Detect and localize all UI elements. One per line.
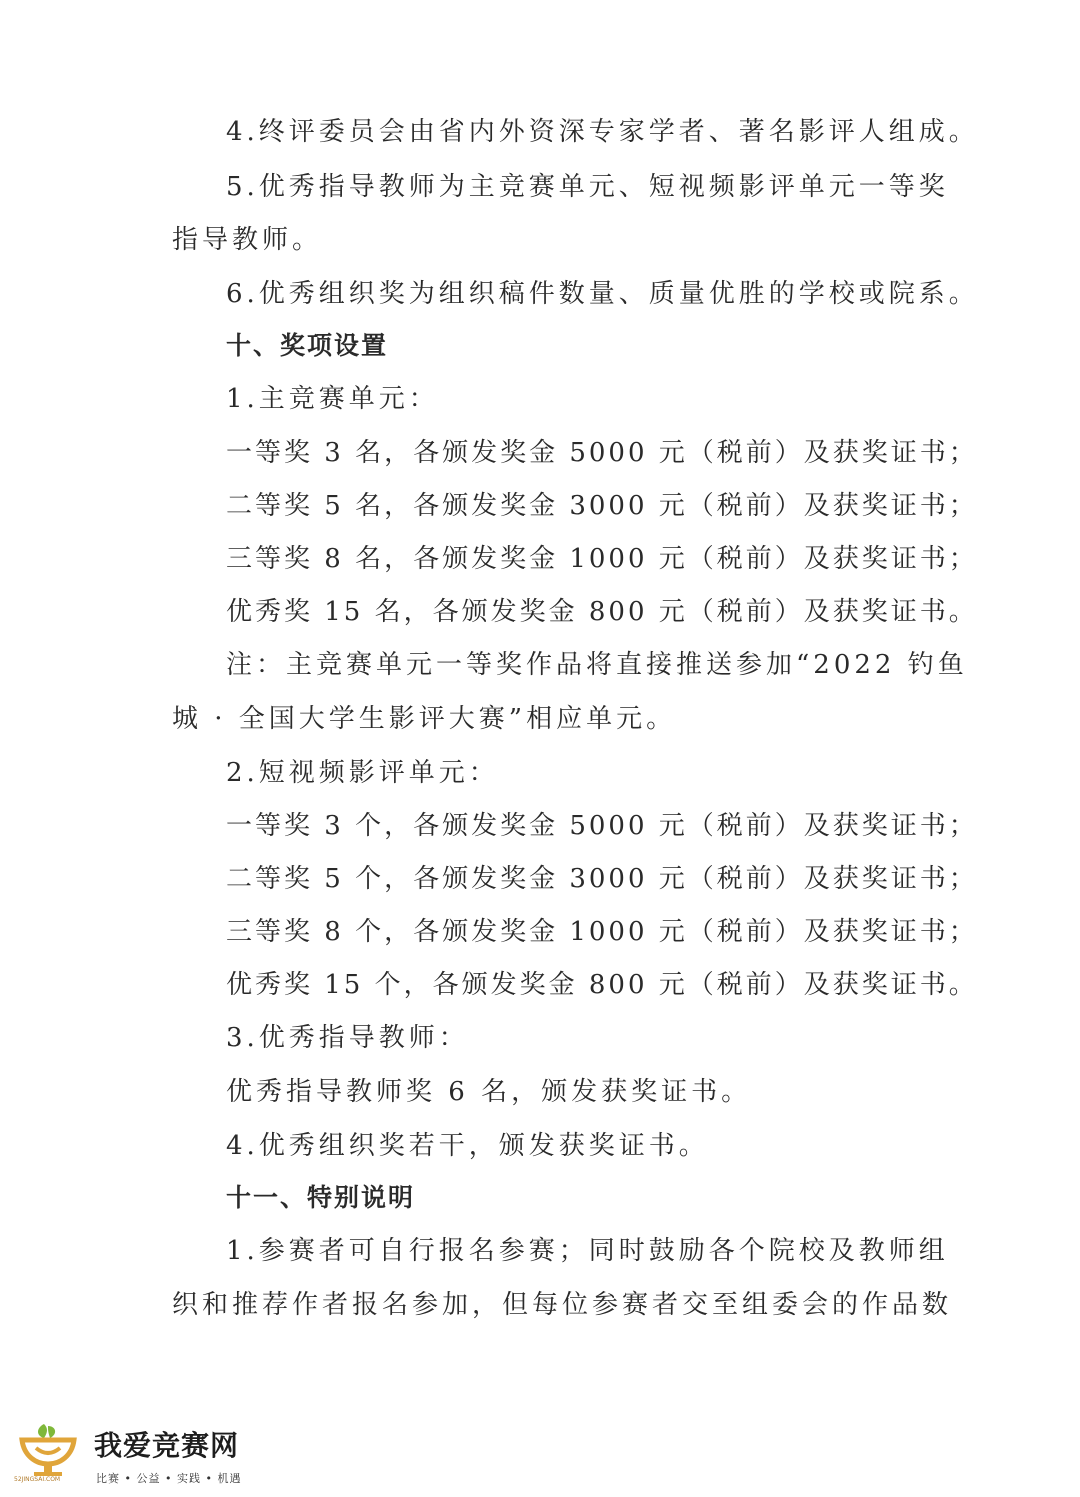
award-line: 一等奖 3 个，各颁发奖金 5000 元（税前）及获奖证书； [226, 811, 978, 841]
watermark-title: 我爱竞赛网 [94, 1429, 240, 1462]
section-heading: 十、奖项设置 [226, 331, 389, 360]
award-line: 一等奖 3 名，各颁发奖金 5000 元（税前）及获奖证书； [226, 438, 978, 468]
text-line: 3.优秀指导教师： [226, 1023, 469, 1053]
text-line: 2.短视频影评单元： [226, 758, 499, 788]
text-line: 4.终评委员会由省内外资深专家学者、著名影评人组成。 [226, 117, 979, 147]
award-line: 优秀奖 15 个，各颁发奖金 800 元（税前）及获奖证书。 [226, 970, 978, 1000]
award-line: 二等奖 5 名，各颁发奖金 3000 元（税前）及获奖证书； [226, 491, 978, 521]
watermark-logo [14, 1418, 274, 1490]
text-line: 6.优秀组织奖为组织稿件数量、质量优胜的学校或院系。 [226, 279, 979, 309]
watermark-slogan: 比赛 • 公益 • 实践 • 机遇 [96, 1472, 242, 1485]
text-line: 1.参赛者可自行报名参赛；同时鼓励各个院校及教师组 [226, 1236, 949, 1266]
note-line: 城 · 全国大学生影评大赛”相应单元。 [172, 704, 677, 734]
text-line: 5.优秀指导教师为主竞赛单元、短视频影评单元一等奖 [226, 172, 949, 202]
text-line: 织和推荐作者报名参加，但每位参赛者交至组委会的作品数 [172, 1290, 953, 1320]
award-line: 三等奖 8 个，各颁发奖金 1000 元（税前）及获奖证书； [226, 917, 978, 947]
text-line: 4.优秀组织奖若干，颁发获奖证书。 [226, 1131, 709, 1161]
text-line: 1.主竞赛单元： [226, 384, 439, 414]
text-line: 优秀指导教师奖 6 名，颁发获奖证书。 [226, 1077, 752, 1107]
note-line: 注：主竞赛单元一等奖作品将直接推送参加“2022 钓鱼 [226, 650, 968, 680]
watermark-site: 52JINGSAI.COM [14, 1476, 61, 1483]
award-line: 优秀奖 15 名，各颁发奖金 800 元（税前）及获奖证书。 [226, 597, 978, 627]
text-line: 指导教师。 [172, 225, 323, 255]
award-line: 三等奖 8 名，各颁发奖金 1000 元（税前）及获奖证书； [226, 544, 978, 574]
award-line: 二等奖 5 个，各颁发奖金 3000 元（税前）及获奖证书； [226, 864, 978, 894]
section-heading: 十一、特别说明 [226, 1183, 416, 1212]
trophy-icon [14, 1422, 84, 1482]
